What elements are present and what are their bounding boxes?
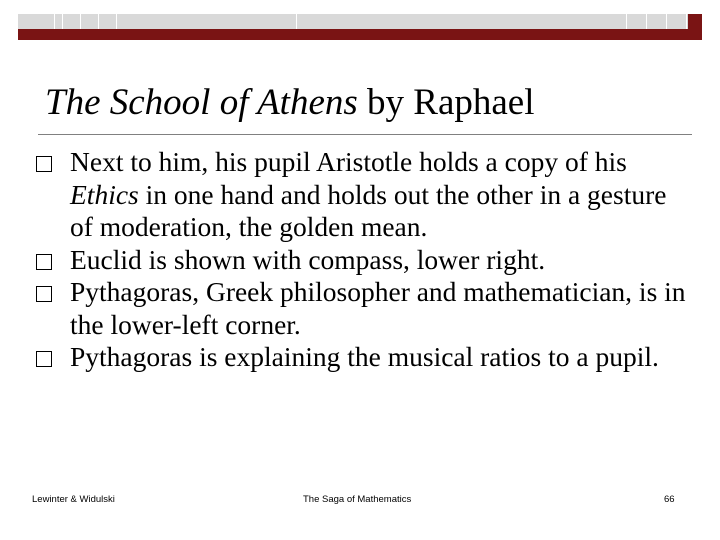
band-accent-square: [688, 14, 702, 29]
bullet-item: [34, 244, 694, 277]
band-dark-stripe: [18, 29, 702, 40]
bullet-item: [34, 341, 694, 374]
square-bullet-icon: [36, 156, 52, 172]
band-cell: [54, 14, 62, 29]
footer-authors: Lewinter & Widulski: [32, 494, 115, 505]
bullet-text: Euclid is shown with compass, lower right.: [70, 243, 546, 275]
square-bullet-icon: [36, 286, 52, 302]
band-cell: [646, 14, 666, 29]
top-decorative-band: [18, 14, 702, 40]
bullet-text: in one hand and holds out the other in a gesture of moderation, the golden mean.: [70, 178, 667, 242]
bullet-text-italic: Ethics: [70, 178, 139, 210]
square-bullet-icon: [36, 254, 52, 270]
bullet-text: Next to him, his pupil Aristotle holds a copy of his: [70, 146, 627, 177]
footer-page-number: 66: [664, 494, 675, 505]
slide-title: [45, 82, 535, 124]
title-italic-part: The School of Athens: [45, 82, 358, 123]
title-rest-part: by Raphael: [357, 82, 535, 123]
bullet-item: [34, 276, 694, 341]
band-cell: [98, 14, 116, 29]
band-cell: [296, 14, 626, 29]
band-grid-row: [18, 14, 702, 29]
band-cell: [62, 14, 80, 29]
band-cell: [116, 14, 296, 29]
bullet-text: Pythagoras is explaining the musical ratios to a pupil.: [70, 341, 659, 372]
bullet-item: [34, 146, 694, 244]
bullet-text: Pythagoras, Greek philosopher and mathematician, is in the lower-left corner.: [70, 276, 686, 340]
bullet-list: [34, 146, 694, 374]
footer-book-title: The Saga of Mathematics: [303, 494, 412, 505]
band-cell: [626, 14, 646, 29]
band-cell: [666, 14, 686, 29]
square-bullet-icon: [36, 351, 52, 367]
band-cell: [80, 14, 98, 29]
band-cell: [18, 14, 54, 29]
title-divider: [38, 134, 692, 135]
